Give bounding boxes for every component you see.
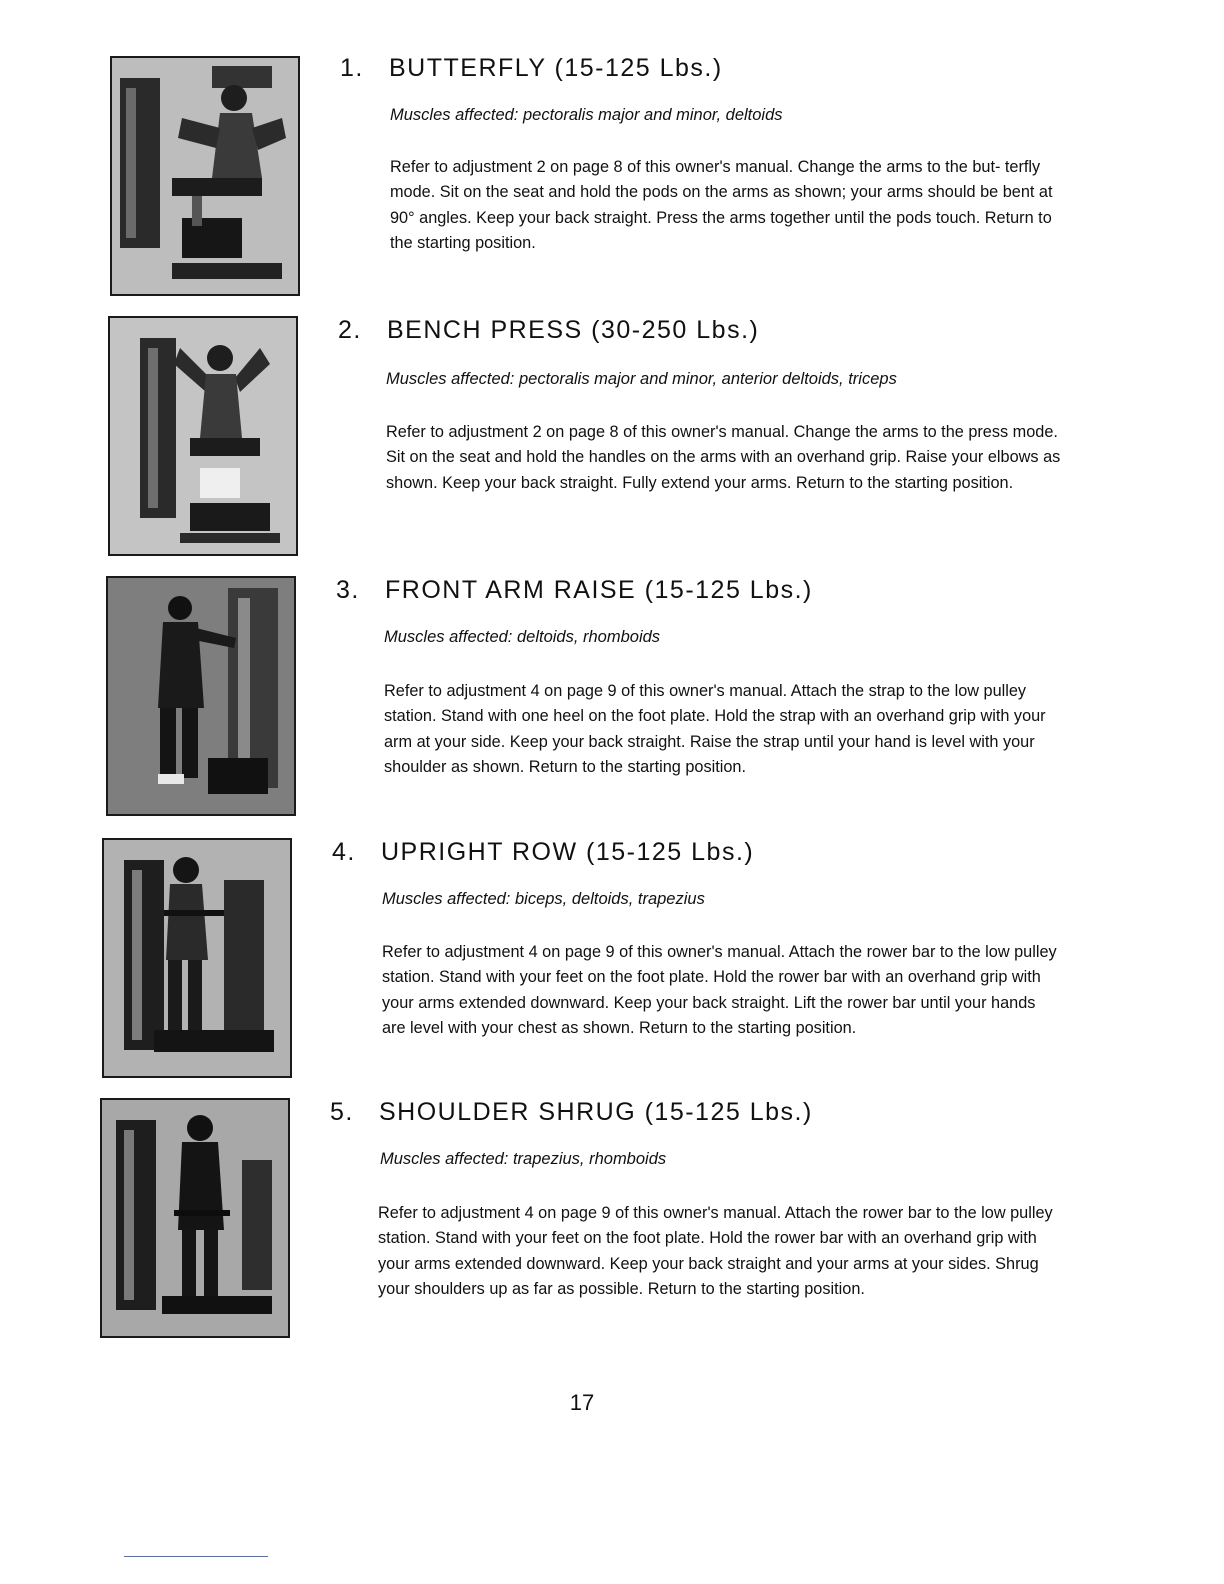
page-number: 17 xyxy=(569,1390,595,1415)
exercise-name: UPRIGHT ROW (15-125 Lbs.) xyxy=(381,838,755,866)
exercise-number: 2. xyxy=(338,316,362,344)
exercise-instructions: Refer to adjustment 4 on page 9 of this owner's manual. Attach the rower bar to the low pulley station. Stand with your feet on the foot plate. Hold the rower bar with an overhand grip with your arms extended downward. Keep your back straight. Lift the rower bar until your hands are level with your chest as shown. Return to the starting position. xyxy=(382,943,1057,1037)
exercise-instructions: Refer to adjustment 4 on page 9 of this owner's manual. Attach the strap to the low pulley station. Stand with one heel on the foot plate. Hold the strap with an overhand grip with your arm at your side. Keep your back straight. Raise the strap until your hand is level with your shoulder as shown. Return to the starting position. xyxy=(384,682,1046,776)
exercise-photo xyxy=(106,576,296,816)
exercise-front-arm-raise xyxy=(0,572,1224,822)
machine-photo-illustration xyxy=(110,318,296,554)
muscles-affected: Muscles affected: pectoralis major and minor, anterior deltoids, triceps xyxy=(386,370,897,388)
exercise-number: 3. xyxy=(336,576,360,604)
exercise-title xyxy=(338,316,759,345)
exercise-name: BUTTERFLY (15-125 Lbs.) xyxy=(389,54,723,82)
exercise-number: 1. xyxy=(340,54,364,82)
exercise-title xyxy=(336,576,813,605)
machine-photo-illustration xyxy=(104,840,290,1076)
exercise-bench-press xyxy=(0,312,1224,562)
machine-photo-illustration xyxy=(102,1100,288,1336)
exercise-photo xyxy=(100,1098,290,1338)
exercise-number: 4. xyxy=(332,838,356,866)
exercise-title xyxy=(332,838,754,867)
exercise-photo xyxy=(110,56,300,296)
exercise-photo xyxy=(102,838,292,1078)
exercise-title xyxy=(340,54,723,83)
exercise-upright-row xyxy=(0,834,1224,1084)
exercise-name: BENCH PRESS (30-250 Lbs.) xyxy=(387,316,760,344)
footer-rule xyxy=(124,1556,268,1557)
exercise-instructions: Refer to adjustment 4 on page 9 of this owner's manual. Attach the rower bar to the low pulley station. Stand with your feet on the foot plate. Hold the rower bar with an overhand grip with your arms extended downward. Keep your back straight and your arms at your sides. Shrug your shoulders up as far as possible. Return to the starting position. xyxy=(378,1204,1053,1298)
exercise-photo xyxy=(108,316,298,556)
muscles-affected: Muscles affected: trapezius, rhomboids xyxy=(380,1150,667,1168)
muscles-affected: Muscles affected: pectoralis major and minor, deltoids xyxy=(390,106,783,124)
machine-photo-illustration xyxy=(108,578,294,814)
exercise-number: 5. xyxy=(330,1098,354,1126)
exercise-instructions: Refer to adjustment 2 on page 8 of this owner's manual. Change the arms to the press mode. Sit on the seat and hold the handles on the arms with an overhand grip. Raise your elbows as shown. Keep your back straight. Fully extend your arms. Return to the starting position. xyxy=(386,423,1061,492)
muscles-affected: Muscles affected: biceps, deltoids, trapezius xyxy=(382,890,705,908)
exercise-title xyxy=(330,1098,813,1127)
exercise-name: SHOULDER SHRUG (15-125 Lbs.) xyxy=(379,1098,813,1126)
exercise-name: FRONT ARM RAISE (15-125 Lbs.) xyxy=(385,576,813,604)
muscles-affected: Muscles affected: deltoids, rhomboids xyxy=(384,628,661,646)
exercise-shoulder-shrug xyxy=(0,1094,1224,1344)
machine-photo-illustration xyxy=(112,58,298,294)
exercise-butterfly xyxy=(0,50,1224,300)
exercise-instructions: Refer to adjustment 2 on page 8 of this owner's manual. Change the arms to the but- terfly mode. Sit on the seat and hold the pods on the arms as shown; your arms should be bent at 90° angles. Keep your back straight. Press the arms together until the pods touch. Return to the starting position. xyxy=(390,158,1053,252)
